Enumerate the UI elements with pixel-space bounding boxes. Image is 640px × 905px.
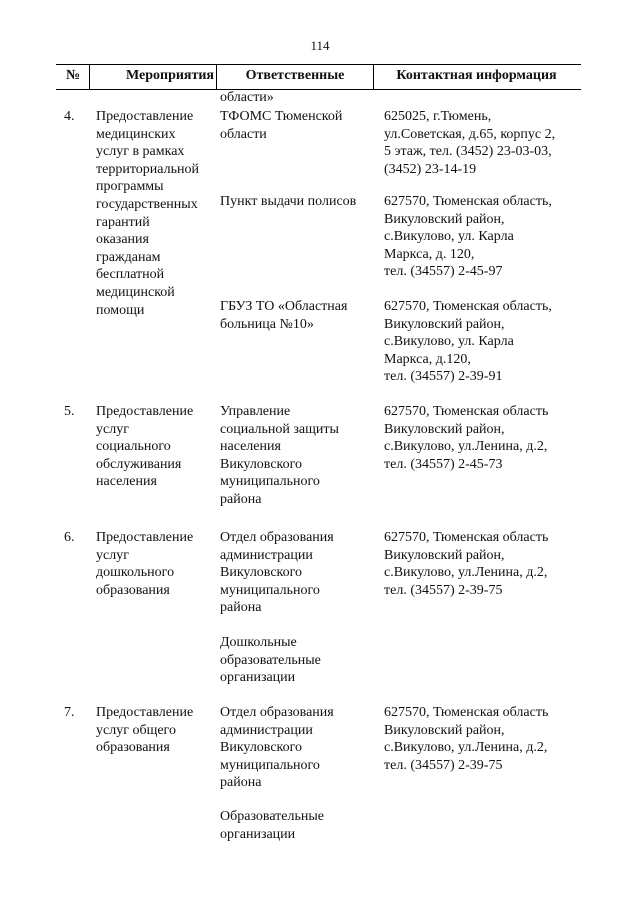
row-contact: 627570, Тюменская область Викуловский район, с.Викулово, ул.Ленина, д.2, тел. (34557) 2-45-73 — [384, 404, 549, 472]
header-number: № — [65, 68, 81, 83]
header-responsible: Ответственные — [245, 68, 345, 83]
row-responsible: Образовательные организации — [220, 809, 324, 842]
row-event: Предоставление услуг общего образования — [96, 705, 194, 756]
row-number: 6. — [64, 530, 75, 545]
row-responsible: ТФОМС Тюменской области — [220, 109, 343, 142]
row-responsible: Управление социальной защиты населения Викуловского муниципального района — [220, 404, 339, 507]
header-divider — [216, 65, 217, 89]
page-number: 114 — [310, 38, 330, 53]
header-events: Мероприятия — [125, 68, 215, 83]
row-contact: 625025, г.Тюмень, ул.Советская, д.65, корпус 2, 5 этаж, тел. (3452) 23-03-03, (3452) 23-14-19 — [384, 109, 556, 177]
row-contact: 627570, Тюменская область Викуловский район, с.Викулово, ул.Ленина, д.2, тел. (34557) 2-39-75 — [384, 705, 549, 773]
row-responsible: ГБУЗ ТО «Областная больница №10» — [220, 299, 348, 332]
row-event: Предоставление услуг дошкольного образования — [96, 530, 194, 598]
row-responsible: Пункт выдачи полисов — [220, 194, 357, 209]
header-divider — [89, 65, 90, 89]
row-number: 5. — [64, 404, 75, 419]
row-number: 4. — [64, 109, 75, 124]
row-event: Предоставление услуг социального обслуживания населения — [96, 404, 194, 490]
row-contact: 627570, Тюменская область, Викуловский район, с.Викулово, ул. Карла Маркса, д.120, тел. (34557) 2-39-91 — [384, 299, 552, 385]
row-contact: 627570, Тюменская область Викуловский район, с.Викулово, ул.Ленина, д.2, тел. (34557) 2-39-75 — [384, 530, 549, 598]
row-event: Предоставление медицинских услуг в рамках территориальной программы государственных гарантий оказания гражданам бесплатной медицинской помощи — [96, 109, 199, 318]
row-number: 7. — [64, 705, 75, 720]
responsible-continuation: области» — [220, 90, 274, 105]
header-contacts: Контактная информация — [396, 68, 557, 83]
row-responsible: Отдел образования администрации Викуловского муниципального района — [220, 705, 334, 791]
row-contact: 627570, Тюменская область, Викуловский район, с.Викулово, ул. Карла Маркса, д. 120, тел. (34557) 2-45-97 — [384, 194, 552, 280]
row-responsible: Дошкольные образовательные организации — [220, 635, 321, 686]
table-header — [56, 64, 581, 90]
row-responsible: Отдел образования администрации Викуловского муниципального района — [220, 530, 334, 616]
